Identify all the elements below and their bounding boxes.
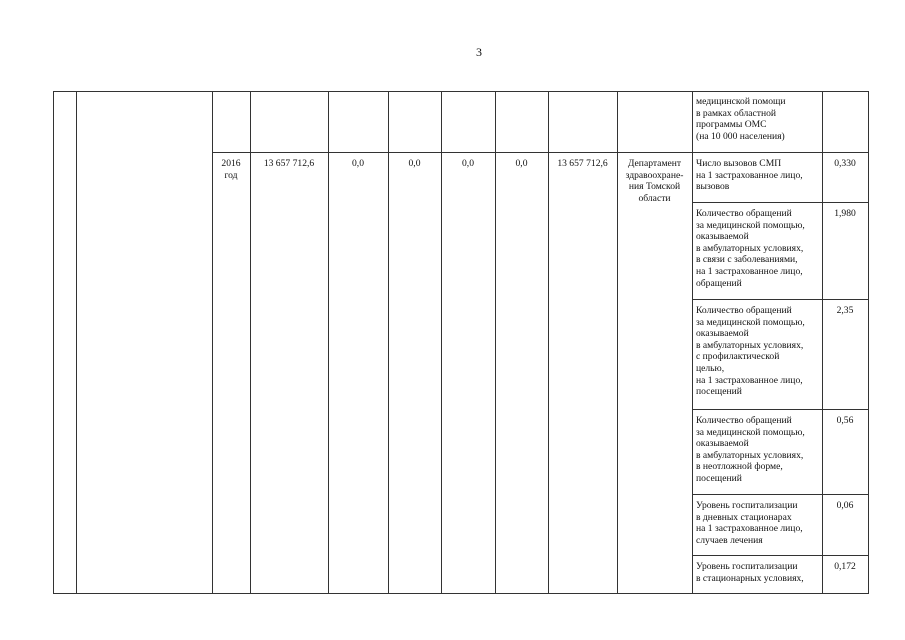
indicator-continuation-text: медицинской помощи в рамках областной программы ОМС (на 10 000 населения) bbox=[696, 96, 786, 142]
page-number: 3 bbox=[476, 45, 482, 59]
indicator-value: 0,06 bbox=[836, 500, 854, 511]
indicator-name: Уровень госпитализации в дневных стационарах на 1 застрахованное лицо, случаев лечения bbox=[696, 500, 803, 546]
amount-cell: 0,0 bbox=[352, 158, 364, 169]
indicator-divider bbox=[692, 202, 868, 203]
indicator-name: Количество обращений за медицинской помощью, оказываемой в амбулаторных условиях, в неотложной форме, посещений bbox=[696, 415, 805, 484]
amount-cell: 0,0 bbox=[408, 158, 421, 169]
row-divider bbox=[212, 152, 868, 153]
amount-cell: 0,0 bbox=[515, 158, 528, 169]
indicator-value: 0,330 bbox=[834, 158, 856, 169]
column-divider bbox=[692, 91, 693, 594]
indicator-divider bbox=[692, 299, 868, 300]
indicator-name: Количество обращений за медицинской помощью, оказываемой в амбулаторных условиях, с профилактической целью, на 1 застрахованное лицо, посещений bbox=[696, 305, 805, 398]
indicator-value: 0,172 bbox=[834, 561, 856, 572]
indicator-value: 2,35 bbox=[836, 305, 854, 316]
table-border-top bbox=[53, 91, 868, 92]
indicator-divider bbox=[692, 409, 868, 410]
indicator-value: 1,980 bbox=[834, 208, 856, 219]
column-divider bbox=[76, 91, 77, 594]
indicator-divider bbox=[692, 555, 868, 556]
indicator-divider bbox=[692, 494, 868, 495]
table-border-right bbox=[868, 91, 869, 594]
executor-cell: Департамент здравоохране- ния Томской области bbox=[625, 158, 684, 204]
table-border-bottom bbox=[53, 593, 868, 594]
indicator-name: Число вызовов СМП на 1 застрахованное лицо, вызовов bbox=[696, 158, 803, 193]
column-divider bbox=[53, 91, 54, 594]
indicator-value: 0,56 bbox=[836, 415, 854, 426]
amount-cell: 0,0 bbox=[462, 158, 474, 169]
indicator-name: Уровень госпитализации в стационарных условиях, bbox=[696, 561, 804, 584]
amount-cell: 13 657 712,6 bbox=[557, 158, 608, 169]
total-cell: 13 657 712,6 bbox=[263, 158, 315, 169]
indicator-name: Количество обращений за медицинской помощью, оказываемой в амбулаторных условиях, в связи с заболеваниями, на 1 застрахованное лицо, обращений bbox=[696, 208, 805, 289]
year-cell: 2016 год bbox=[221, 158, 241, 181]
